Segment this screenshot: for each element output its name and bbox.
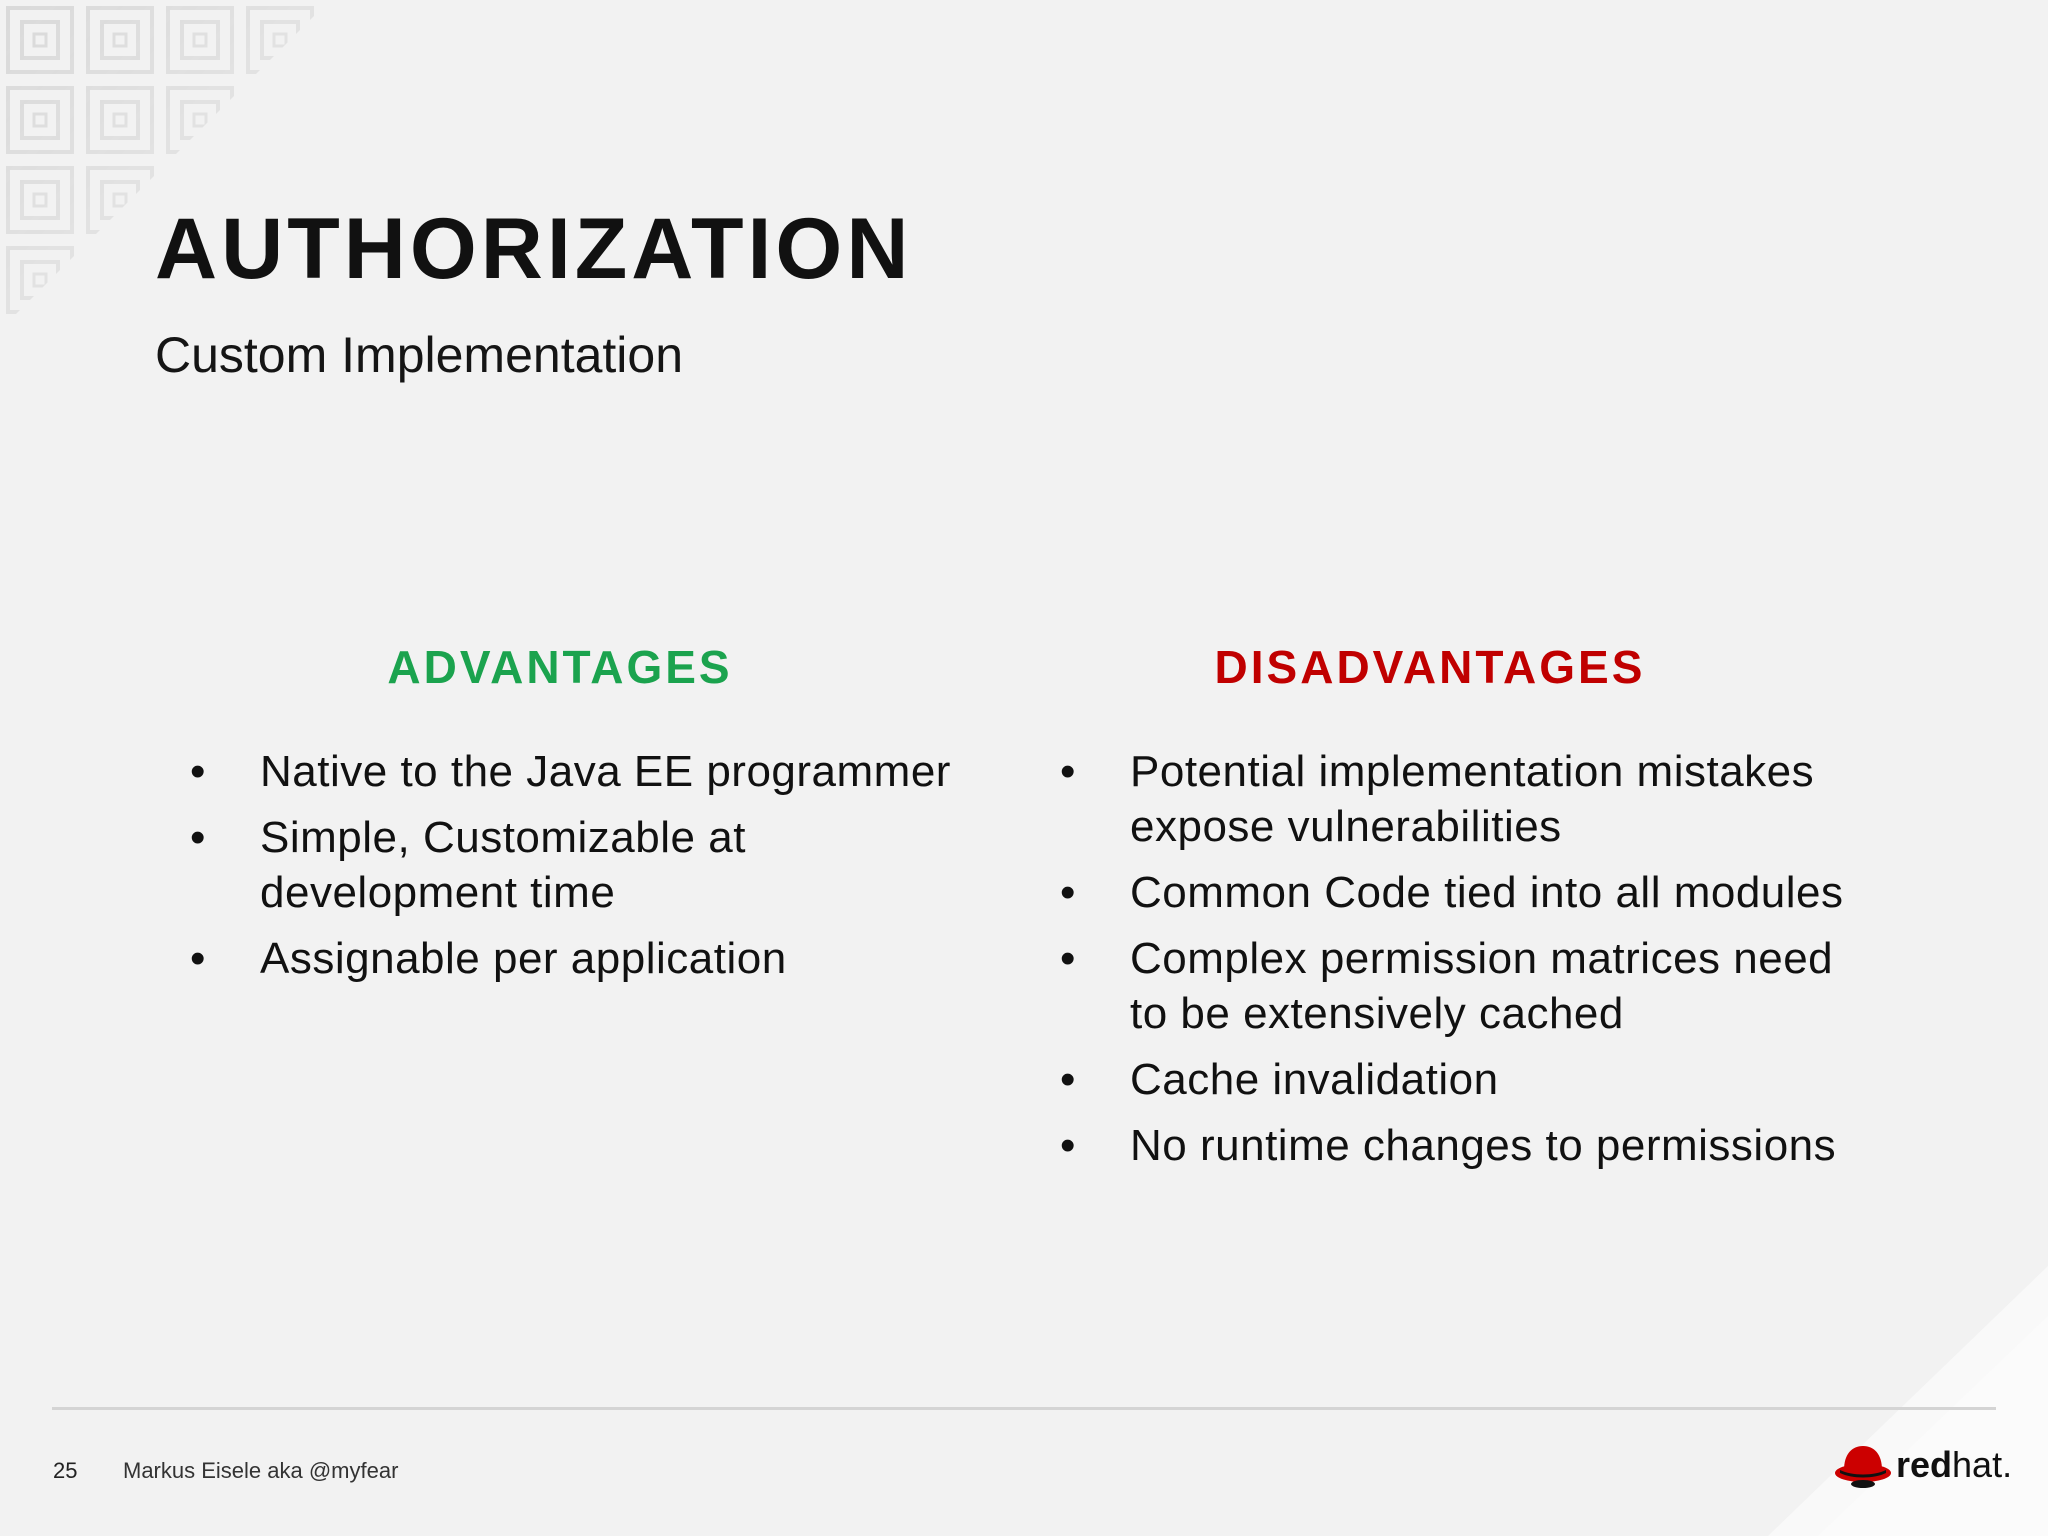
bullet-icon: •	[190, 813, 206, 862]
slide-title: AUTHORIZATION	[155, 201, 913, 297]
list-item	[190, 931, 990, 986]
list-item-text: Potential implementation mistakes expose vulnerabilities	[1130, 747, 1815, 851]
list-item	[1060, 1052, 1880, 1107]
advantages-heading: ADVANTAGES	[387, 641, 733, 693]
list-item	[1060, 865, 1880, 920]
list-item-text: Common Code tied into all modules	[1130, 868, 1844, 917]
slide-subtitle: Custom Implementation	[155, 327, 684, 383]
bullet-icon: •	[1060, 1121, 1076, 1170]
disadvantages-list	[1060, 744, 1880, 1173]
list-item	[1060, 1118, 1880, 1173]
bullet-icon: •	[1060, 868, 1076, 917]
list-item	[190, 744, 990, 799]
list-item-text: Cache invalidation	[1130, 1055, 1499, 1104]
footer-divider	[52, 1407, 1996, 1410]
bullet-icon: •	[190, 747, 206, 796]
list-item	[190, 810, 990, 920]
list-item-text: No runtime changes to permissions	[1130, 1121, 1837, 1170]
redhat-logo	[1834, 1440, 2013, 1500]
bullet-icon: •	[1060, 1055, 1076, 1104]
redhat-shadowman-icon	[1834, 1440, 1892, 1490]
bullet-icon: •	[1060, 747, 1076, 796]
disadvantages-column	[1060, 640, 1880, 1184]
list-item-text: Simple, Customizable at development time	[260, 813, 746, 917]
footer-author: Markus Eisele aka @myfear	[123, 1458, 399, 1483]
list-item-text: Assignable per application	[260, 934, 787, 983]
logo-text-red: red	[1896, 1444, 1953, 1485]
disadvantages-heading: DISADVANTAGES	[1214, 641, 1646, 693]
logo-wordmark	[1896, 1444, 2012, 1486]
advantages-column	[190, 640, 990, 997]
page-number: 25	[53, 1458, 78, 1483]
list-item-text: Native to the Java EE programmer	[260, 747, 951, 796]
list-item	[1060, 931, 1880, 1041]
list-item-text: Complex permission matrices need to be extensively cached	[1130, 934, 1834, 1038]
bullet-icon: •	[190, 934, 206, 983]
logo-text-hat: hat.	[1952, 1444, 2013, 1485]
bullet-icon: •	[1060, 934, 1076, 983]
list-item	[1060, 744, 1880, 854]
advantages-list	[190, 744, 990, 986]
